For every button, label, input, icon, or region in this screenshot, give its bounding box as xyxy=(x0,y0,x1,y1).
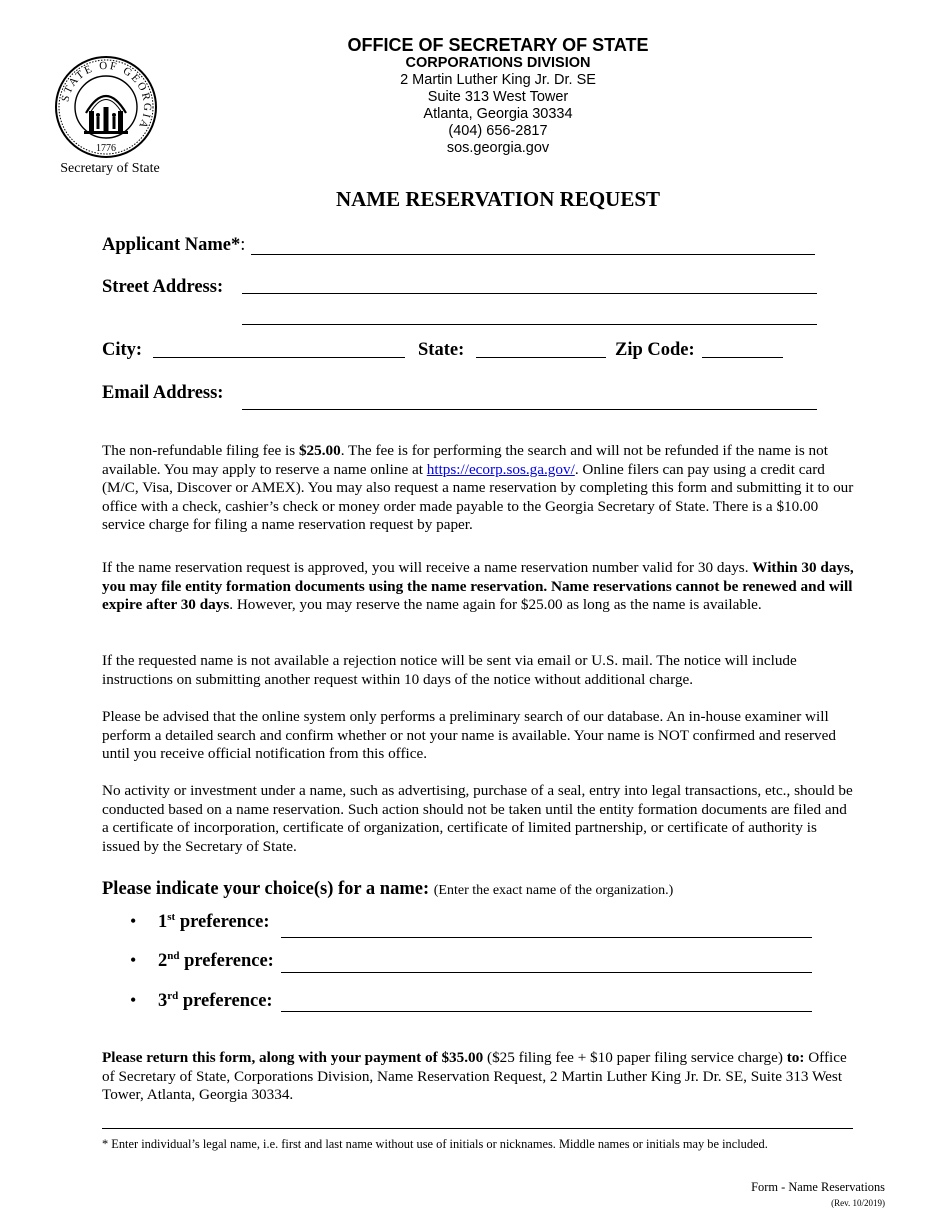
approval-text-1: If the name reservation request is approved, you will receive a name reservation number valid for 30 days. xyxy=(102,559,753,576)
approval-text-bold: Within 30 days, you may file entity formation documents using the name reservation. Name reservations cannot be renewed and will expire after 30 days xyxy=(102,559,854,613)
street-address-field-2[interactable] xyxy=(242,324,817,325)
preference-3-text: preference: xyxy=(178,991,273,1012)
preference-1-suffix: st xyxy=(167,911,176,923)
email-address-field[interactable] xyxy=(242,409,817,410)
city-field[interactable] xyxy=(153,357,405,358)
seal-ring-text: STATE OF GEORGIA xyxy=(59,59,154,132)
no-activity-paragraph: No activity or investment under a name, such as advertising, purchase of a seal, entry into legal transactions, etc., should be conducted based on a name reservation. Such action should not be taken until the entity formation documents are filed and a certificate of incorporation, certificate of organization, certificate of limited partnership, or certificate of authority is issued by the Secretary of State. xyxy=(102,782,853,855)
preference-2-suffix: nd xyxy=(167,950,180,962)
street-address-label: Street Address: xyxy=(102,277,224,297)
choice-heading xyxy=(102,879,673,900)
fee-text-2: . The fee is for performing the search and will not be refunded if the name is not available. You may apply to reserve a name online at xyxy=(102,442,828,478)
fee-text-1: The non-refundable filing fee is xyxy=(102,442,299,459)
bullet-1: • xyxy=(130,911,137,931)
address-line-1: 2 Martin Luther King Jr. Dr. SE xyxy=(400,72,596,88)
return-address: Office of Secretary of State, Corporations Division, Name Reservation Request, 2 Martin Luther King Jr. Dr. SE, Suite 313 West Tower, Atlanta, Georgia 30334. xyxy=(102,1049,847,1103)
preference-3-label xyxy=(158,990,273,1012)
approval-text-2: . However, you may reserve the name again for $25.00 as long as the name is available. xyxy=(229,596,762,613)
preference-1-label xyxy=(158,911,270,933)
fee-text-3: . Online filers can pay using a credit card (M/C, Visa, Discover or AMEX). You may also request a name reservation by completing this form and submitting it to our office with a check, cashier’s check or money order made payable to the Georgia Secretary of State. There is a $10.00 service charge for filing a name reservation request by paper. xyxy=(102,460,854,533)
preference-3-field[interactable] xyxy=(281,1011,812,1012)
preference-2-label xyxy=(158,950,274,972)
fee-paragraph xyxy=(102,442,854,535)
form-identifier: Form - Name Reservations xyxy=(751,1180,885,1194)
seal-caption: Secretary of State xyxy=(60,161,160,176)
state-field[interactable] xyxy=(476,357,606,358)
office-name: OFFICE OF SECRETARY OF STATE xyxy=(347,35,649,55)
applicant-name-label-text: Applicant Name* xyxy=(102,235,241,255)
preference-1-field[interactable] xyxy=(281,937,812,938)
preference-1-num: 1 xyxy=(158,912,168,933)
address-line-3: Atlanta, Georgia 30334 xyxy=(423,106,573,122)
state-label: State: xyxy=(418,340,465,360)
return-bold-text: Please return this form, along with your payment of $35.00 xyxy=(102,1049,484,1066)
office-phone: (404) 656-2817 xyxy=(448,123,548,139)
return-instructions xyxy=(102,1049,854,1105)
preference-2-text: preference: xyxy=(179,951,274,972)
city-label: City: xyxy=(102,340,143,360)
return-fee-breakdown: ($25 filing fee + $10 paper filing service charge) xyxy=(483,1049,787,1066)
office-website: sos.georgia.gov xyxy=(446,140,550,156)
preference-2-num: 2 xyxy=(158,951,168,972)
preference-2-field[interactable] xyxy=(281,972,812,973)
preference-3-suffix: rd xyxy=(167,990,179,1002)
division-name: CORPORATIONS DIVISION xyxy=(405,55,591,71)
georgia-seal-icon xyxy=(54,55,158,159)
form-title: NAME RESERVATION REQUEST xyxy=(335,187,661,211)
email-address-label: Email Address: xyxy=(102,383,224,403)
preference-1-text: preference: xyxy=(175,912,270,933)
street-address-field-1[interactable] xyxy=(242,293,817,294)
footnote: * Enter individual’s legal name, i.e. first and last name without use of initials or nicknames. Middle names or initials may be included. xyxy=(102,1137,768,1151)
return-to-label: to: xyxy=(786,1049,805,1066)
applicant-name-colon: : xyxy=(240,235,246,255)
bullet-3: • xyxy=(130,990,137,1010)
fee-amount: $25.00 xyxy=(298,442,341,459)
office-header xyxy=(298,36,698,157)
approval-paragraph xyxy=(102,559,854,615)
rejection-paragraph: If the requested name is not available a rejection notice will be sent via email or U.S. mail. The notice will include instructions on submitting another request within 10 days of the notice without additional charge. xyxy=(102,652,797,688)
form-revision: (Rev. 10/2019) xyxy=(831,1198,885,1208)
bullet-2: • xyxy=(130,950,137,970)
footnote-divider xyxy=(102,1128,853,1129)
preliminary-search-paragraph: Please be advised that the online system only performs a preliminary search of our database. An in-house examiner will perform a detailed search and confirm whether or not your name is available. Your name is NOT confirmed and reserved until you receive official notification from this office. xyxy=(102,708,836,762)
applicant-name-field[interactable] xyxy=(251,254,815,255)
state-seal xyxy=(54,55,158,159)
seal-year: 1776 xyxy=(96,143,116,154)
choice-heading-note: (Enter the exact name of the organization.) xyxy=(433,883,674,898)
choice-heading-text: Please indicate your choice(s) for a name: xyxy=(102,879,434,899)
address-line-2: Suite 313 West Tower xyxy=(427,89,569,105)
zip-code-field[interactable] xyxy=(702,357,783,358)
zip-code-label: Zip Code: xyxy=(615,340,695,360)
applicant-name-label xyxy=(102,235,245,256)
ecorp-link[interactable]: https://ecorp.sos.ga.gov/ xyxy=(426,460,575,478)
preference-3-num: 3 xyxy=(158,991,168,1012)
